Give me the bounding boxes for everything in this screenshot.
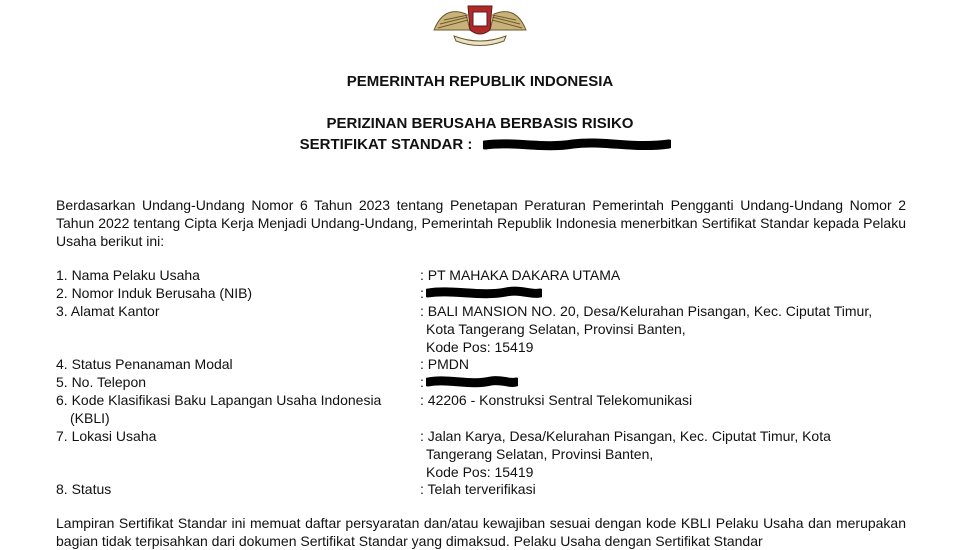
field-label-cont: (KBLI) — [70, 410, 110, 426]
redaction-mark — [426, 286, 542, 300]
field-value-cont: Kota Tangerang Selatan, Provinsi Banten, — [426, 321, 686, 337]
field-value-cont: Kode Pos: 15419 — [426, 464, 534, 480]
field-value: : BALI MANSION NO. 20, Desa/Kelurahan Pisangan, Kec. Ciputat Timur, — [420, 303, 873, 319]
field-value-cont: Tangerang Selatan, Provinsi Banten, — [426, 446, 654, 462]
field-label: 8. Status — [56, 481, 112, 497]
field-label: 2. Nomor Induk Berusaha (NIB) — [56, 285, 253, 301]
garuda-emblem — [424, 0, 536, 50]
redaction-mark — [426, 375, 518, 389]
field-value: : Telah terverifikasi — [420, 481, 536, 497]
document-title: PERIZINAN BERUSAHA BERBASIS RISIKO — [326, 115, 634, 132]
field-label: 6. Kode Klasifikasi Baku Lapangan Usaha Indonesia — [56, 392, 382, 408]
field-value: : Jalan Karya, Desa/Kelurahan Pisangan, Kec. Ciputat Timur, Kota — [420, 428, 831, 444]
intro-paragraph: Berdasarkan Undang-Undang Nomor 6 Tahun 2023 tentang Penetapan Peraturan Pemerintah Pengganti Undang-Undang Nomor 2 Tahun 2022 tentang Cipta Kerja Menjadi Undang-Undang, Pemerintah Republik Indonesia menerbitkan Sertifikat Standar kepada Pelaku Usaha berikut ini: — [56, 197, 906, 249]
redaction-mark — [483, 138, 671, 152]
footer-paragraph: Lampiran Sertifikat Standar ini memuat daftar persyaratan dan/atau kewajiban sesuai dengan kode KBLI Pelaku Usaha dan merupakan bagian tidak terpisahkan dari dokumen Sertifikat Standar yang dimaksud. Pelaku Usaha dengan Sertifikat Standar — [56, 515, 906, 549]
field-value: : — [420, 374, 424, 390]
field-label: 4. Status Penanaman Modal — [56, 356, 233, 372]
field-label: 7. Lokasi Usaha — [56, 428, 157, 444]
certificate-number-title — [0, 136, 866, 153]
field-value: : PT MAHAKA DAKARA UTAMA — [420, 267, 621, 283]
field-label: 5. No. Telepon — [56, 374, 147, 390]
field-value: : PMDN — [420, 356, 469, 372]
field-value: : — [420, 285, 424, 301]
field-label: 3. Alamat Kantor — [56, 303, 160, 319]
field-value-cont: Kode Pos: 15419 — [426, 339, 534, 355]
field-value: : 42206 - Konstruksi Sentral Telekomunikasi — [420, 392, 693, 408]
certificate-number-label: SERTIFIKAT STANDAR : — [299, 136, 473, 153]
field-label: 1. Nama Pelaku Usaha — [56, 267, 200, 283]
government-title: PEMERINTAH REPUBLIK INDONESIA — [346, 73, 614, 90]
